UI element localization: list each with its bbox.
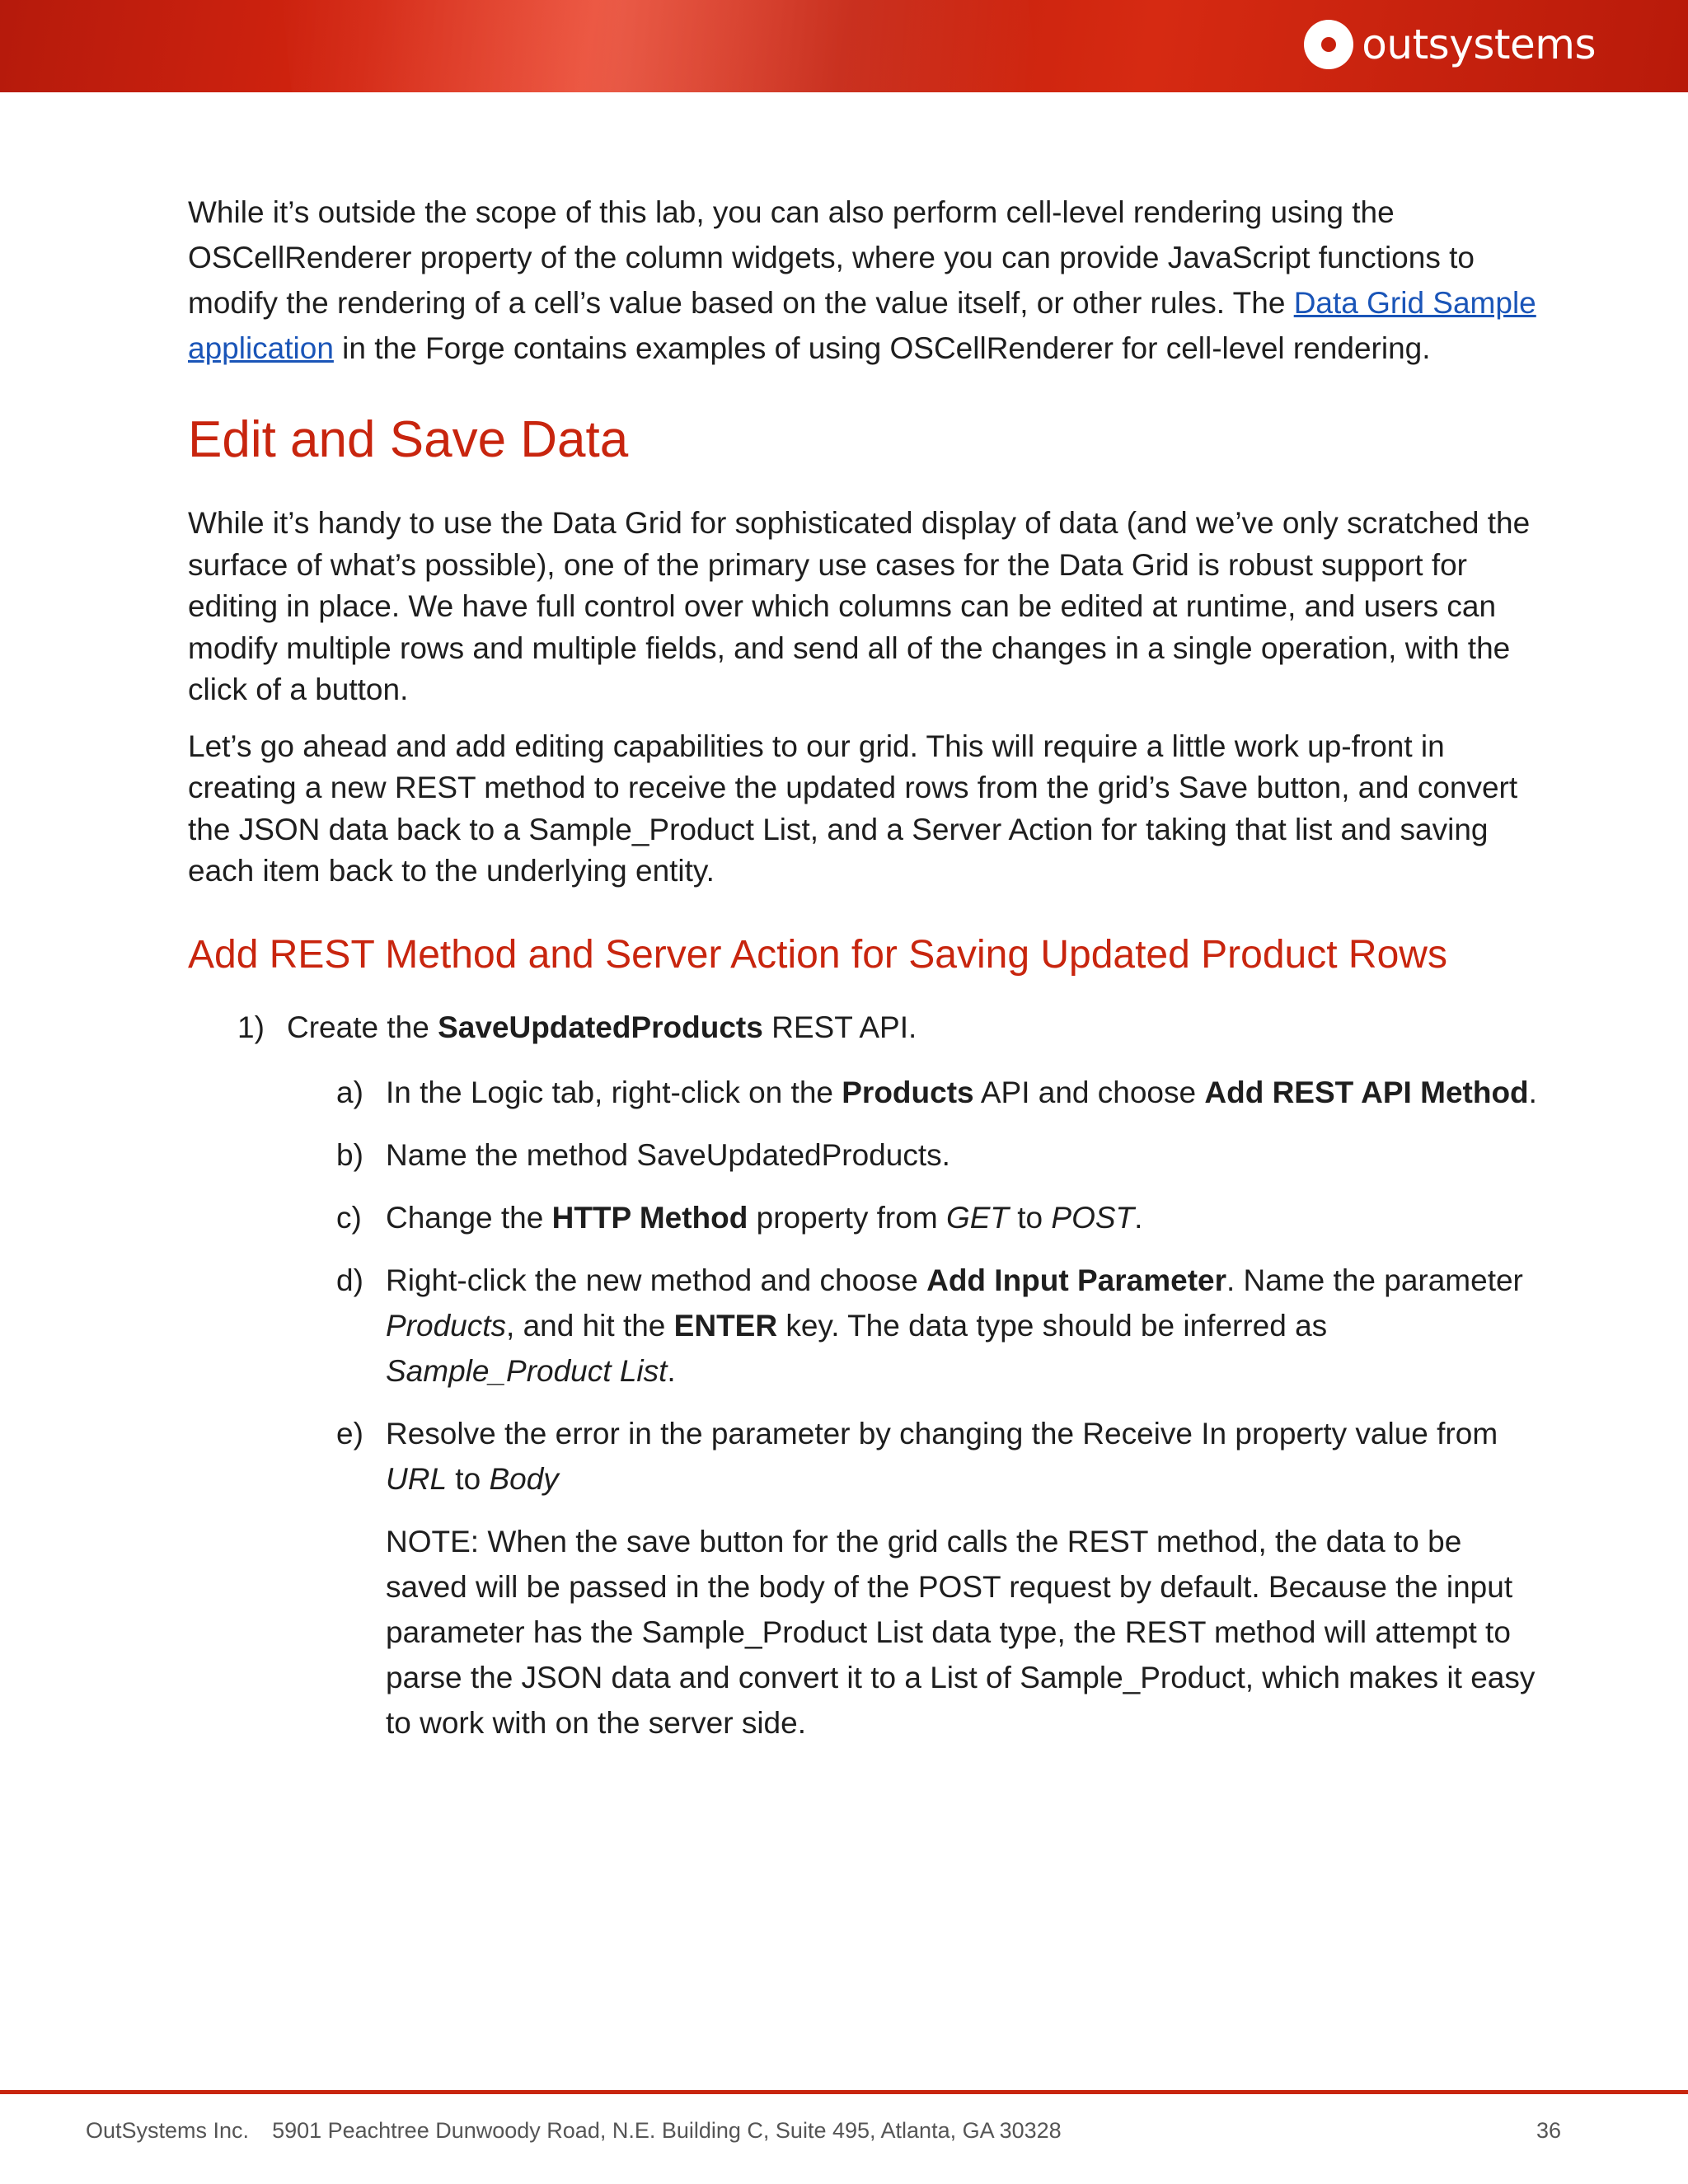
sub-step-letter: b): [336, 1137, 363, 1172]
page-footer: [86, 2118, 1561, 2144]
page-number: 36: [1536, 2118, 1561, 2143]
footer-address: 5901 Peachtree Dunwoody Road, N.E. Building C, Suite 495, Atlanta, GA 30328: [272, 2118, 1062, 2143]
step-text: Create the SaveUpdatedProducts REST API.: [287, 1010, 917, 1044]
sub-step-b: [336, 1132, 1540, 1178]
footer-address-line: [86, 2118, 1062, 2144]
step-number: 1): [237, 1010, 265, 1044]
footer-company: OutSystems Inc.: [86, 2118, 250, 2143]
sub-step-letter: e): [336, 1416, 363, 1451]
logo-mark-icon: [1304, 20, 1353, 69]
logo-text: outsystems: [1362, 21, 1596, 68]
intro-text-1: While it’s outside the scope of this lab, you can also perform cell-level rendering using the OSCellRenderer property of the column widgets, where you can provide JavaScript functions to modify the rendering of a cell’s value based on the value itself, or other rules. The: [188, 195, 1475, 320]
section-title: Edit and Save Data: [188, 411, 629, 468]
sub-step-a: [336, 1070, 1540, 1115]
sub-step-d: [336, 1258, 1540, 1394]
sub-step-text: Name the method SaveUpdatedProducts.: [386, 1137, 950, 1172]
sub-step-text: Resolve the error in the parameter by changing the Receive In property value from URL to Body: [386, 1416, 1498, 1496]
footer-divider: [0, 2090, 1688, 2094]
sub-step-c: [336, 1195, 1540, 1240]
intro-paragraph: [188, 190, 1540, 371]
header-sheen: [279, 0, 1039, 92]
sub-step-letter: a): [336, 1075, 363, 1109]
outsystems-logo: [1304, 20, 1596, 69]
sub-step-text: Right-click the new method and choose Add Input Parameter. Name the parameter Products, and hit the ENTER key. The data type should be inferred as Sample_Product List.: [386, 1263, 1523, 1388]
note-paragraph: NOTE: When the save button for the grid calls the REST method, the data to be saved will be passed in the body of the POST request by default. Because the input parameter has the Sample_Product List data type, the REST method will attempt to parse the JSON data and convert it to a List of Sample_Product, which makes it easy to work with on the server side.: [386, 1524, 1536, 1740]
sub-step-e: [336, 1411, 1540, 1502]
data-grid-sample-link[interactable]: Data Grid Sample application: [188, 286, 1536, 365]
sub-step-letter: d): [336, 1263, 363, 1297]
intro-text-2: in the Forge contains examples of using OSCellRenderer for cell-level rendering.: [333, 331, 1431, 365]
sub-step-letter: c): [336, 1200, 362, 1235]
subsection-title: Add REST Method and Server Action for Saving Updated Product Rows: [188, 932, 1447, 977]
sub-step-text: In the Logic tab, right-click on the Products API and choose Add REST API Method.: [386, 1075, 1537, 1109]
section-paragraph-2: Let’s go ahead and add editing capabilities to our grid. This will require a little work up-front in creating a new REST method to receive the updated rows from the grid’s Save button, and convert the JSON data back to a Sample_Product List, and a Server Action for taking that list and saving each item back to the underlying entity.: [188, 729, 1518, 888]
sub-step-text: Change the HTTP Method property from GET to POST.: [386, 1200, 1143, 1235]
section-paragraph-1: While it’s handy to use the Data Grid for sophisticated display of data (and we’ve only scratched the surface of what’s possible), one of the primary use cases for the Data Grid is robust support for editing in place. We have full control over which columns can be edited at runtime, and users can modify multiple rows and multiple fields, and send all of the changes in a single operation, with the click of a button.: [188, 506, 1531, 706]
step-1: [237, 1005, 1540, 1050]
header-banner: [0, 0, 1688, 92]
page-content: [188, 190, 1540, 1776]
